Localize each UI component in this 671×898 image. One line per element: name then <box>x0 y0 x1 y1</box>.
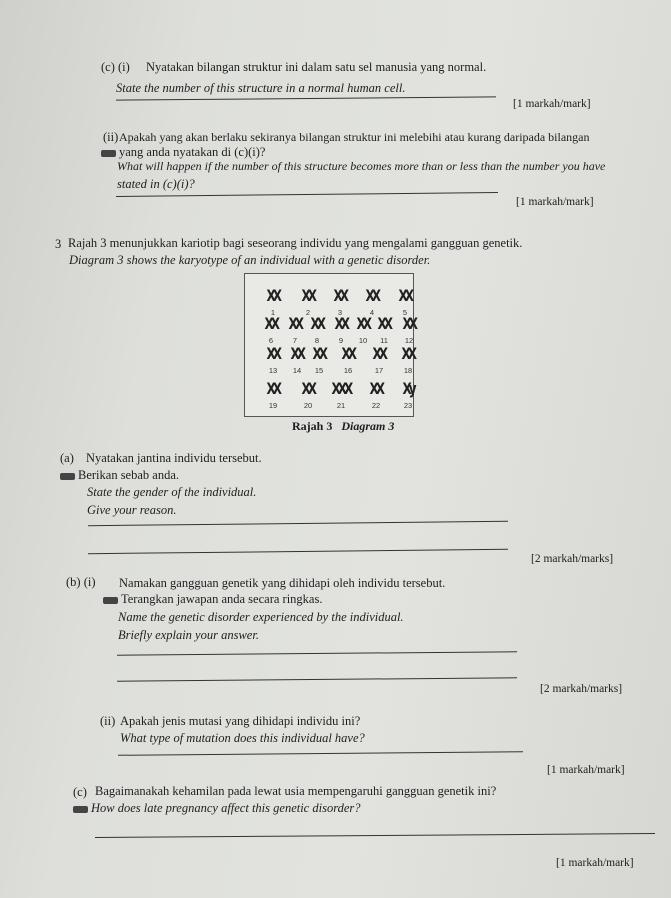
question-label: (b) (i) <box>66 575 96 589</box>
chromosome-number-label: 15 <box>314 366 324 375</box>
chromosome-number-label: 9 <box>338 336 344 345</box>
chromosome-number-label: 23 <box>403 401 413 410</box>
chromosome-number-label: 2 <box>305 308 311 317</box>
answer-line[interactable] <box>116 192 498 197</box>
answer-line[interactable] <box>118 751 523 756</box>
chromosome-22: XX <box>369 379 383 399</box>
chromosome-14: XX <box>290 344 304 364</box>
chromosome-number-label: 21 <box>336 401 346 410</box>
answer-line[interactable] <box>117 677 517 681</box>
chromosome-11: XX <box>377 314 391 334</box>
karyotype-diagram <box>244 273 414 417</box>
question-text-ms: Bagaimanakah kehamilan pada lewat usia mempengaruhi gangguan genetik ini? <box>95 784 497 798</box>
question-text-en: Name the genetic disorder experienced by the individual. <box>118 610 404 624</box>
chromosome-12: XX <box>402 314 416 334</box>
chromosome-number-label: 11 <box>380 336 388 345</box>
kbat-badge-icon <box>60 473 75 480</box>
answer-line[interactable] <box>88 521 508 526</box>
chromosome-number-label: 16 <box>343 366 353 375</box>
chromosome-13: XX <box>266 344 280 364</box>
chromosome-number-label: 7 <box>292 336 298 345</box>
answer-line[interactable] <box>116 96 496 100</box>
question-text-en: Give your reason. <box>87 503 177 517</box>
chromosome-3: XX <box>333 286 347 306</box>
question-text-en: What will happen if the number of this structure becomes more than or less than the number you have <box>117 159 606 173</box>
chromosome-15: XX <box>312 344 326 364</box>
answer-line[interactable] <box>88 549 508 554</box>
question-text-en: stated in (c)(i)? <box>117 177 195 191</box>
chromosome-4: XX <box>365 286 379 306</box>
question-number: 3 <box>55 237 62 251</box>
question-label: (ii) <box>103 130 119 144</box>
chromosome-1: XX <box>266 286 280 306</box>
chromosome-number-label: 6 <box>268 336 274 345</box>
question-text-ms-cont: Berikan sebab anda. <box>78 468 180 482</box>
question-text-en: State the gender of the individual. <box>87 485 257 499</box>
question-text-en: What type of mutation does this individual have? <box>120 731 365 745</box>
chromosome-8: XX <box>310 314 324 334</box>
question-text-ms: Apakah jenis mutasi yang dihidapi individu ini? <box>120 714 361 728</box>
question-label: (c) (i) <box>101 60 130 74</box>
chromosome-number-label: 8 <box>314 336 320 345</box>
chromosome-number-label: 5 <box>402 308 408 317</box>
chromosome-number-label: 19 <box>268 401 278 410</box>
chromosome-number-label: 10 <box>358 336 368 345</box>
mark-allocation: [1 markah/mark] <box>547 764 625 776</box>
question-label: (c) <box>73 785 87 799</box>
chromosome-number-label: 22 <box>371 401 381 410</box>
answer-line[interactable] <box>117 651 517 655</box>
chromosome-number-label: 18 <box>403 366 413 375</box>
question-text-ms <box>101 145 265 160</box>
chromosome-10: XX <box>356 314 370 334</box>
mark-allocation: [1 markah/mark] <box>556 857 634 869</box>
chromosome-number-label: 14 <box>292 366 302 375</box>
diagram-caption <box>292 419 394 434</box>
question-text-ms: Namakan gangguan genetik yang dihidapi oleh individu tersebut. <box>119 576 446 590</box>
question-text-en: State the number of this structure in a normal human cell. <box>116 81 406 95</box>
question-text-en <box>73 801 361 816</box>
diagram-caption-en: Diagram 3 <box>341 419 395 433</box>
question-label: (a) <box>60 451 74 465</box>
question-text-ms-cont: yang anda nyatakan di (c)(i)? <box>119 145 266 159</box>
chromosome-number-label: 17 <box>374 366 384 375</box>
chromosome-21: XXX <box>331 379 351 399</box>
chromosome-19: XX <box>266 379 280 399</box>
chromosome-17: XX <box>372 344 386 364</box>
question-intro-ms: Rajah 3 menunjukkan kariotip bagi seseorang individu yang mengalami gangguan genetik. <box>68 236 523 250</box>
chromosome-7: XX <box>288 314 302 334</box>
chromosome-16: XX <box>341 344 355 364</box>
kbat-badge-icon <box>103 597 118 604</box>
question-text-en-cont: How does late pregnancy affect this genetic disorder? <box>91 801 361 815</box>
question-text-ms: Nyatakan bilangan struktur ini dalam satu sel manusia yang normal. <box>146 60 487 74</box>
chromosome-number-label: 4 <box>369 308 375 317</box>
question-intro-en: Diagram 3 shows the karyotype of an individual with a genetic disorder. <box>69 253 431 267</box>
kbat-badge-icon <box>73 806 88 813</box>
chromosome-9: XX <box>334 314 348 334</box>
question-text-ms <box>103 592 322 607</box>
question-label: (ii) <box>100 714 116 728</box>
mark-allocation: [1 markah/mark] <box>516 196 594 208</box>
chromosome-number-label: 3 <box>337 308 343 317</box>
chromosome-number-label: 13 <box>268 366 278 375</box>
chromosome-number-label: 12 <box>404 336 414 345</box>
chromosome-number-label: 1 <box>270 308 276 317</box>
question-text-ms-cont: Terangkan jawapan anda secara ringkas. <box>121 592 323 606</box>
chromosome-6: XX <box>264 314 278 334</box>
chromosome-18: XX <box>401 344 415 364</box>
mark-allocation: [1 markah/mark] <box>513 98 591 110</box>
kbat-badge-icon <box>101 150 116 157</box>
question-text-ms: Apakah yang akan berlaku sekiranya bilangan struktur ini melebihi atau kurang daripada bilangan <box>119 130 590 144</box>
answer-line[interactable] <box>95 833 655 838</box>
question-text-ms <box>60 468 179 483</box>
chromosome-20: XX <box>301 379 315 399</box>
chromosome-number-label: 20 <box>303 401 313 410</box>
question-text-ms: Nyatakan jantina individu tersebut. <box>86 451 262 465</box>
chromosome-2: XX <box>301 286 315 306</box>
question-text-en: Briefly explain your answer. <box>118 628 259 642</box>
mark-allocation: [2 markah/marks] <box>531 553 614 565</box>
mark-allocation: [2 markah/marks] <box>540 683 623 695</box>
chromosome-23: Xy <box>402 379 414 399</box>
diagram-caption-ms: Rajah 3 <box>292 419 333 433</box>
chromosome-5: XX <box>398 286 412 306</box>
